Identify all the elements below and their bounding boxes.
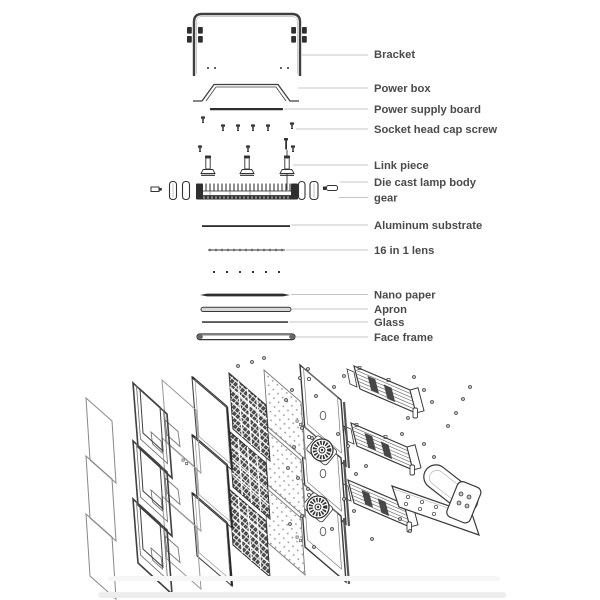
screw-dots-row xyxy=(213,271,280,273)
label-nano-paper: Nano paper xyxy=(374,289,436,302)
power-supply-board-drawing xyxy=(210,108,283,110)
label-16-in-1-lens: 16 in 1 lens xyxy=(374,245,435,257)
label-glass: Glass xyxy=(374,317,405,329)
divider-faint-2 xyxy=(98,592,506,598)
label-bracket: Bracket xyxy=(374,49,416,61)
outer-panels-3d xyxy=(86,398,116,599)
link-piece-1 xyxy=(201,156,215,176)
screws-row-drawing xyxy=(198,116,295,152)
label-link-piece: Link piece xyxy=(374,160,429,172)
apron-drawing xyxy=(201,307,291,311)
divider-faint-1 xyxy=(108,576,500,581)
power-box-drawing xyxy=(193,85,299,102)
label-power-supply-board: Power supply board xyxy=(374,104,481,116)
label-aluminum-substrate: Aluminum substrate xyxy=(374,220,483,232)
aluminum-substrate-drawing xyxy=(202,225,290,227)
glass-drawing xyxy=(202,321,288,323)
label-power-box: Power box xyxy=(374,83,431,95)
label-gear: gear xyxy=(374,192,398,205)
face-frame-drawing xyxy=(197,334,295,340)
lens-drawing xyxy=(208,249,285,252)
bracket-drawing xyxy=(187,14,307,76)
bottom-exploded-view xyxy=(86,357,506,600)
part-labels xyxy=(374,49,497,344)
link-piece-2 xyxy=(240,156,254,176)
label-die-cast-lamp-body: Die cast lamp body xyxy=(374,177,476,189)
lamp-body-drawing xyxy=(151,182,338,200)
link-piece-3 xyxy=(280,156,294,176)
label-socket-head-cap-screw: Socket head cap screw xyxy=(374,124,498,136)
lamp-body-fronts-3d xyxy=(300,365,349,584)
bracket-bolts xyxy=(187,27,307,43)
lens-grids-3d xyxy=(229,373,270,577)
label-apron: Apron xyxy=(374,304,407,316)
nano-paper-drawing xyxy=(200,294,290,297)
label-face-frame: Face frame xyxy=(374,332,434,344)
top-exploded-view xyxy=(151,14,338,340)
link-pieces-drawing xyxy=(201,150,294,190)
